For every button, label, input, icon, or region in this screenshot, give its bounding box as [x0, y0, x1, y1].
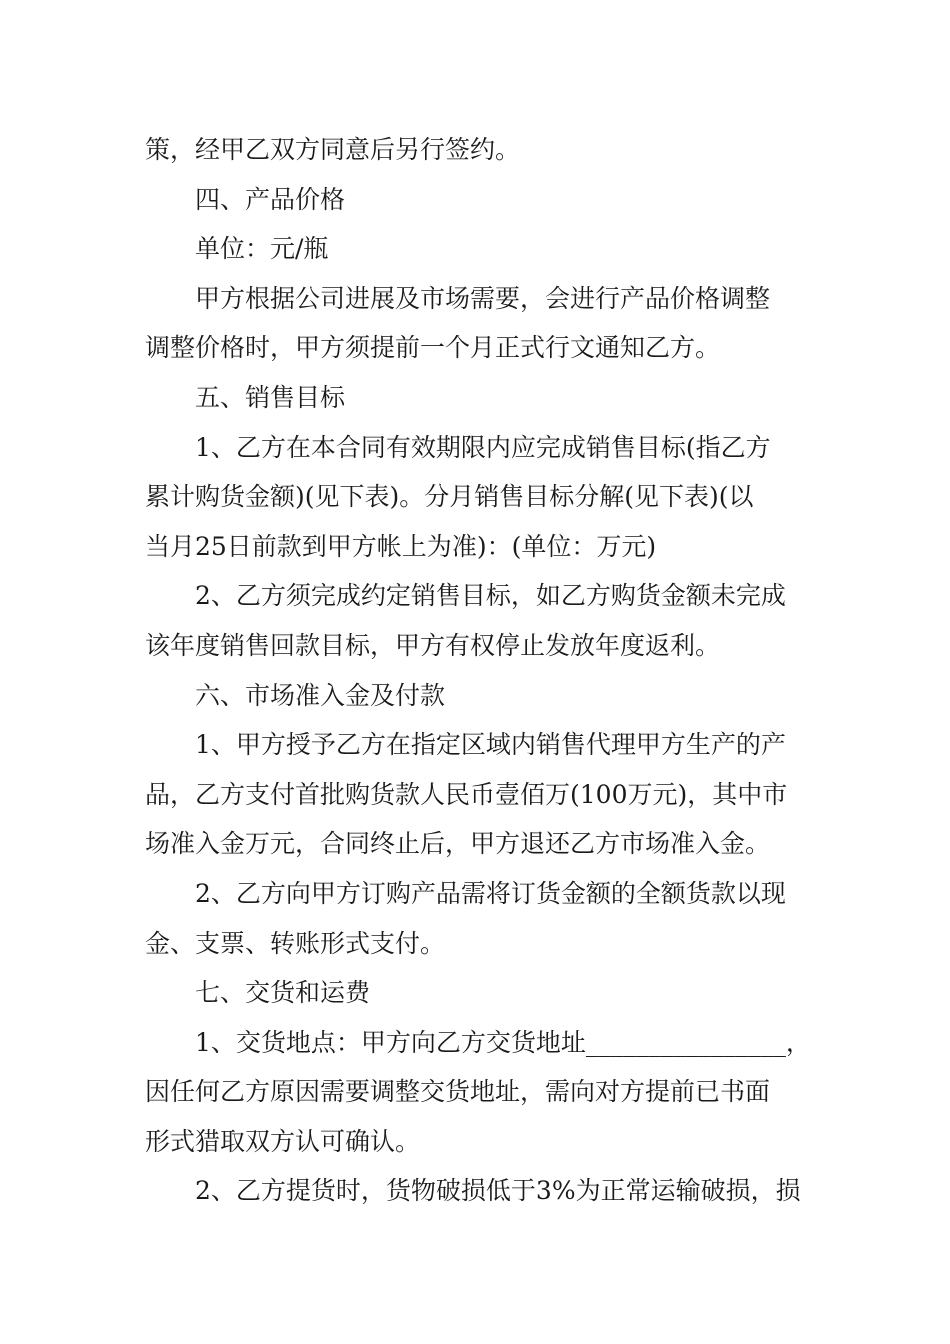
- text-line: 场准入金万元，合同终止后，甲方退还乙方市场准入金。: [145, 829, 771, 859]
- text-line: 品，乙方支付首批购货款人民币壹佰万(100万元)，其中市: [145, 779, 788, 809]
- section-heading-delivery: 七、交货和运费: [195, 978, 371, 1008]
- text-line: 1、乙方在本合同有效期限内应完成销售目标(指乙方: [195, 432, 771, 462]
- text-line: 形式猎取双方认可确认。: [145, 1126, 421, 1156]
- section-heading-pricing: 四、产品价格: [195, 184, 346, 214]
- section-heading-market-entry: 六、市场准入金及付款: [195, 680, 446, 710]
- section-heading-sales-target: 五、销售目标: [195, 382, 346, 412]
- text-line: 2、乙方向甲方订购产品需将订货金额的全额货款以现: [195, 878, 786, 908]
- text-line: 2、乙方须完成约定销售目标，如乙方购货金额未完成: [195, 581, 786, 611]
- document-body: [145, 125, 810, 1216]
- text-line: 调整价格时，甲方须提前一个月正式行文通知乙方。: [145, 333, 721, 363]
- text-line: 金、支票、转账形式支付。: [145, 928, 446, 958]
- text-line: 2、乙方提货时，货物破损低于3%为正常运输破损，损: [195, 1176, 801, 1206]
- text-line: 甲方根据公司进展及市场需要，会进行产品价格调整: [195, 283, 771, 313]
- text-line: 当月25日前款到甲方帐上为准)：(单位：万元): [145, 531, 657, 561]
- text-line: 因任何乙方原因需要调整交货地址，需向对方提前已书面: [145, 1077, 771, 1107]
- text-line: 策，经甲乙双方同意后另行签约。: [145, 135, 521, 164]
- text-line: 该年度销售回款目标，甲方有权停止发放年度返利。: [145, 630, 721, 660]
- text-line: 1、交货地点：甲方向乙方交货地址________________，: [195, 1027, 811, 1057]
- text-line: 1、甲方授予乙方在指定区域内销售代理甲方生产的产: [195, 730, 786, 760]
- text-line: 累计购货金额)(见下表)。分月销售目标分解(见下表)(以: [145, 482, 754, 512]
- text-line: 单位：元/瓶: [195, 234, 329, 264]
